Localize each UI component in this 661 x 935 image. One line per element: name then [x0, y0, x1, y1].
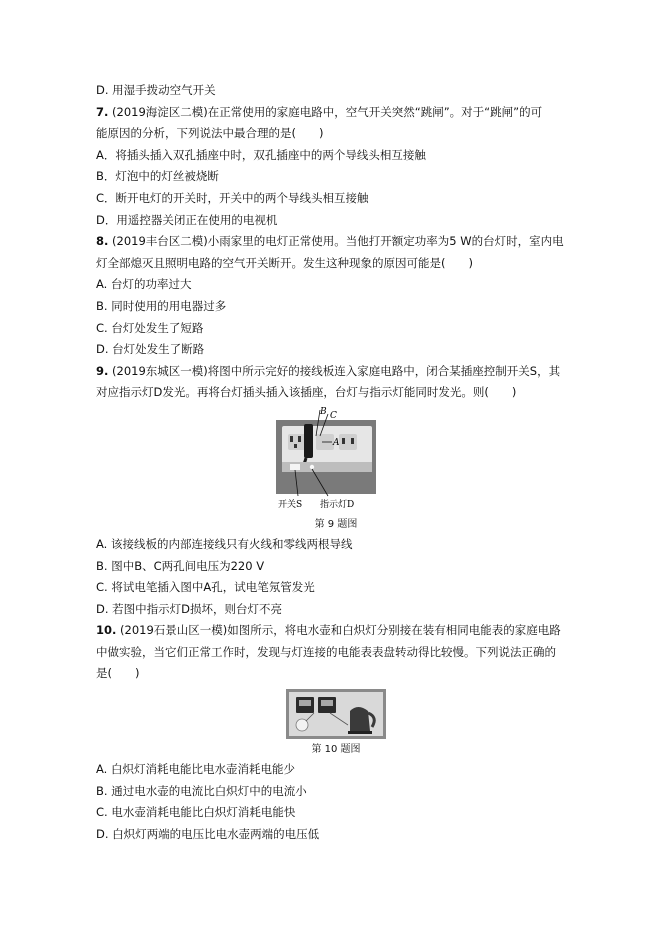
q7-stem-text1: (2019海淀区二模)在正常使用的家庭电路中，空气开关突然“跳闸”。对于“跳闸”的可 — [108, 104, 543, 119]
q10-stem-text1: (2019石景山区一模)如图所示，将电水壶和白炽灯分别接在装有相同电能表的家庭电路 — [116, 623, 561, 638]
label-switch-s: 开关S — [278, 499, 303, 510]
q8-option-a: A. 台灯的功率过大 — [96, 277, 192, 292]
q10-figure — [96, 689, 576, 741]
q10-option-c: C. 电水壶消耗电能比白炽灯消耗电能快 — [96, 805, 296, 820]
q9-option-a: A. 该接线板的内部连接线只有火线和零线两根导线 — [96, 536, 353, 551]
q9-stem-text1: (2019东城区一模)将图中所示完好的接线板连入家庭电路中，闭合某插座控制开关S，其 — [108, 363, 561, 378]
label-c: C — [330, 410, 337, 421]
q7-option-d: D．用遥控器关闭正在使用的电视机 — [96, 212, 278, 227]
q9-figure-caption: 第 9 题图 — [314, 518, 358, 530]
q8-number: 8. — [96, 234, 109, 249]
q10-stem-line1 — [96, 620, 576, 642]
label-a: A — [333, 437, 340, 448]
meters-kettle-photo — [286, 689, 386, 739]
q7-option-b: B．灯泡中的灯丝被烧断 — [96, 169, 219, 184]
q8-stem-line1 — [96, 231, 576, 253]
q7-option-c: C．断开电灯的开关时，开关中的两个导线头相互接触 — [96, 190, 369, 205]
q8-option-b: B. 同时使用的用电器过多 — [96, 298, 227, 313]
q8-stem-line2: 灯全部熄灭且照明电路的空气开关断开。发生这种现象的原因可能是( ) — [96, 255, 473, 270]
q9-stem-line1 — [96, 361, 576, 383]
q9-number: 9. — [96, 363, 109, 378]
q6-option-d: D. 用湿手拨动空气开关 — [96, 83, 216, 97]
q10-number: 10. — [96, 623, 117, 638]
q10-stem-line2: 中做实验，当它们正常工作时，发现与灯连接的电能表表盘转动得比较慢。下列说法正确的 — [96, 644, 556, 659]
label-b: B — [320, 406, 327, 417]
q9-option-b: B. 图中B、C两孔间电压为220 V — [96, 558, 265, 573]
q10-option-b: B. 通过电水壶的电流比白炽灯中的电流小 — [96, 783, 307, 798]
q9-option-d: D. 若图中指示灯D损坏，则台灯不亮 — [96, 601, 283, 616]
q7-option-a: A．将插头插入双孔插座中时，双孔插座中的两个导线头相互接触 — [96, 147, 426, 162]
q7-stem-line2: 能原因的分析，下列说法中最合理的是( ) — [96, 126, 324, 141]
q7-number: 7. — [96, 104, 109, 119]
q10-figure-caption: 第 10 题图 — [311, 744, 361, 756]
q8-option-d: D. 台灯处发生了断路 — [96, 342, 205, 357]
q7-stem-line1 — [96, 102, 576, 124]
power-strip-photo — [276, 406, 396, 512]
q10-option-a: A. 白炽灯消耗电能比电水壶消耗电能少 — [96, 762, 295, 777]
label-indicator-d: 指示灯D — [320, 499, 355, 510]
q8-option-c: C. 台灯处发生了短路 — [96, 320, 204, 335]
q8-stem-text1: (2019丰台区二模)小雨家里的电灯正常使用。当他打开额定功率为5 W的台灯时，室内电 — [108, 234, 564, 249]
q9-stem-line2: 对应指示灯D发光。再将台灯插头插入该插座，台灯与指示灯能同时发光。则( ) — [96, 385, 517, 400]
question-content — [96, 80, 576, 845]
q9-figure — [96, 406, 576, 516]
q10-stem-line3: 是( ) — [96, 666, 140, 681]
q9-option-c: C. 将试电笔插入图中A孔，试电笔氖管发光 — [96, 580, 315, 595]
q10-option-d: D. 白炽灯两端的电压比电水壶两端的电压低 — [96, 826, 320, 841]
